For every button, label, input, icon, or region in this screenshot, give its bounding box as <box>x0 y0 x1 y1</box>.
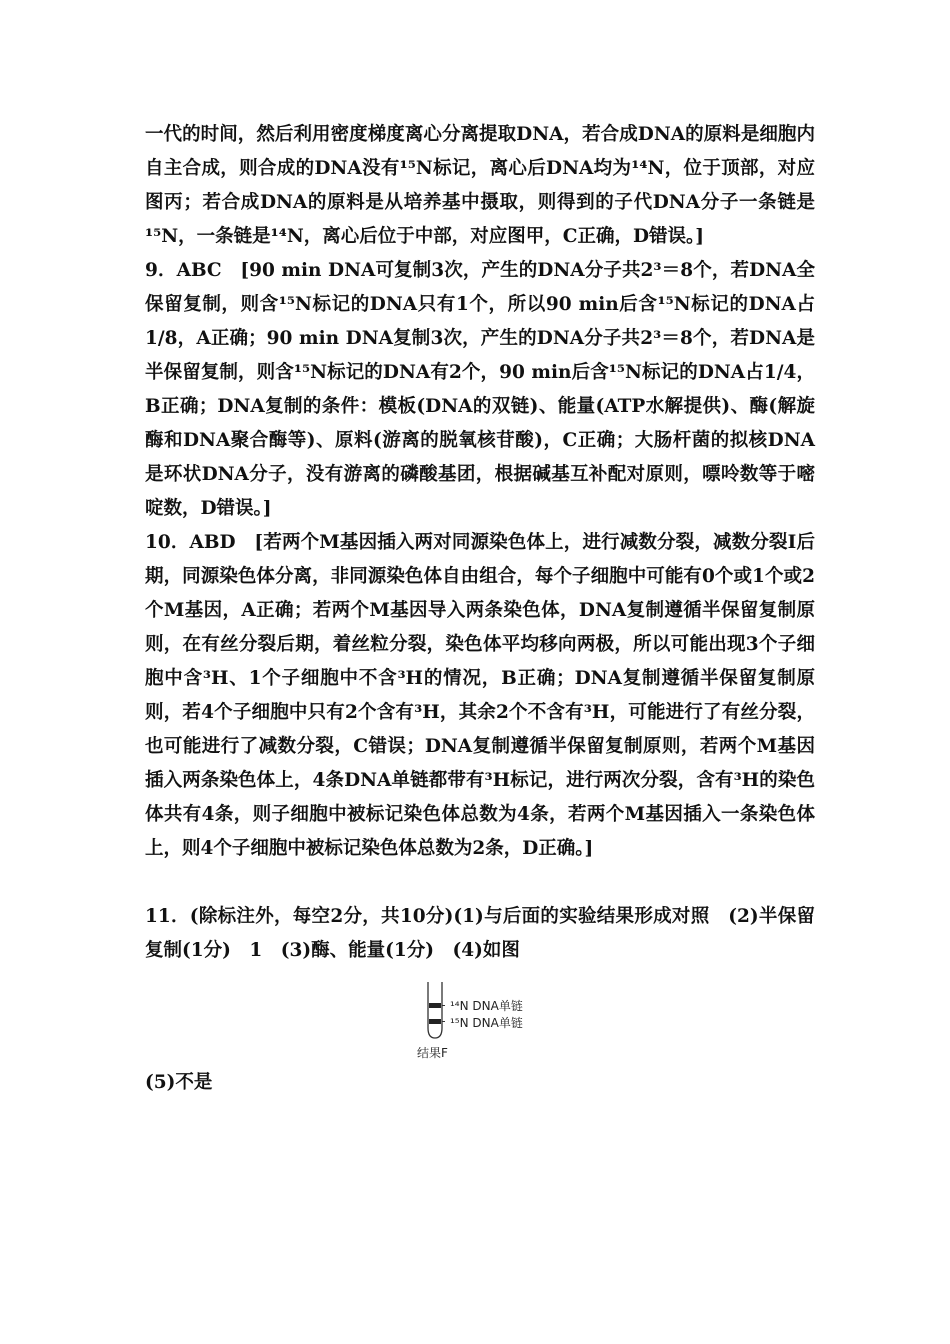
answer-11-part-5: (5)不是 <box>145 1072 213 1093</box>
band-lower <box>429 1019 441 1024</box>
centrifuge-tube-figure <box>415 980 545 1060</box>
answer-9: 9．ABC [90 min DNA可复制3次，产生的DNA分子共2³＝8个，若DNA全保留复制，则含¹⁵N标记的DNA只有1个，所以90 min后含¹⁵N标记的DNA占1/8，A正确；90 min DNA复制3次，产生的DNA分子共2³＝8个，若DNA是半保留复制，则含¹⁵N标记的DNA有2个，90 min后含¹⁵N标记的DNA占1/4，B正确；DNA复制的条件：模板(DNA的双链)、能量(ATP水解提供)、酶(解旋酶和DNA聚合酶等)、原料(游离的脱氧核苷酸)，C正确；大肠杆菌的拟核DNA是环状DNA分子，没有游离的磷酸基团，根据碱基互补配对原则，嘌呤数等于嘧啶数，D错误。] <box>145 260 815 519</box>
answer-10: 10．ABD [若两个M基因插入两对同源染色体上，进行减数分裂，减数分裂Ⅰ后期，同源染色体分离，非同源染色体自由组合，每个子细胞中可能有0个或1个或2个M基因，A正确；若两个M基因导入两条染色体，DNA复制遵循半保留复制原则，在有丝分裂后期，着丝粒分裂，染色体平均移向两极，所以可能出现3个子细胞中含³H、1个子细胞中不含³H的情况，B正确；DNA复制遵循半保留复制原则，若4个子细胞中只有2个含有³H，其余2个不含有³H，可能进行了有丝分裂，也可能进行了减数分裂，C错误；DNA复制遵循半保留复制原则，若两个M基因插入两条染色体上，4条DNA单链都带有³H标记，进行两次分裂，含有³H的染色体共有4条，则子细胞中被标记染色体总数为4条，若两个M基因插入一条染色体上，则4个子细胞中被标记染色体总数为2条，D正确。] <box>145 532 815 859</box>
answer-11: 11．(除标注外，每空2分，共10分)(1)与后面的实验结果形成对照 (2)半保留复制(1分) 1 (3)酶、能量(1分) (4)如图 <box>145 906 815 961</box>
band-lower-label: ¹⁵N DNA单链 <box>450 1016 523 1030</box>
centrifuge-tube-icon <box>425 980 445 1042</box>
band-upper <box>429 1003 441 1008</box>
band-upper-label: ¹⁴N DNA单链 <box>450 999 523 1013</box>
paragraph-continuation: 一代的时间，然后利用密度梯度离心分离提取DNA，若合成DNA的原料是细胞内自主合成，则合成的DNA没有¹⁵N标记，离心后DNA均为¹⁴N，位于顶部，对应图丙；若合成DNA的原料是从培养基中摄取，则得到的子代DNA分子一条链是¹⁵N，一条链是¹⁴N，离心后位于中部，对应图甲，C正确，D错误。] <box>145 124 815 247</box>
figure-caption: 结果F <box>417 1046 448 1060</box>
